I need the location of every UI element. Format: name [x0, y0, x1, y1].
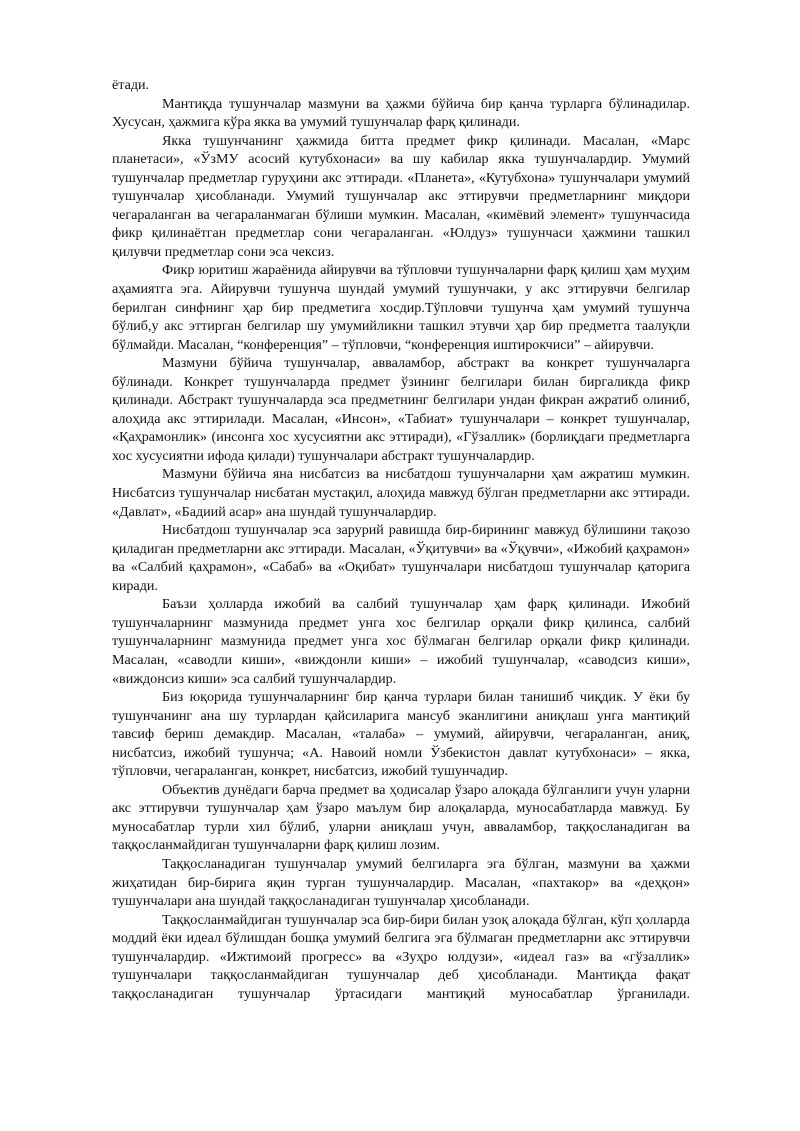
paragraph-concept-types: Мантиқда тушунчалар мазмуни ва ҳажми бўйича бир қанча турларга бўлинадилар. Хусусан, ҳажмига кўра якка ва умумий тушунчалар фарқ қилинади.	[112, 95, 690, 131]
paragraph-logical-description: Биз юқорида тушунчаларнинг бир қанча турлари билан танишиб чиқдик. У ёки бу тушунчанинг ана шу турлардан қайсиларига мансуб эканлигини аниқлаш унга мантиқий тавсиф бериш демакдир. Масалан, «талаба» – умумий, айирувчи, чегараланган, аниқ, нисбатсиз, ижобий тушунча; «А. Навоий номли Ўзбекистон давлат кутубхонаси» – якка, тўпловчи, чегараланган, конкрет, нисбатсиз, ижобий тушунчадир.	[112, 689, 690, 780]
paragraph-relations: Объектив дунёдаги барча предмет ва ҳодисалар ўзаро алоқада бўлганлиги учун уларни акс эттирувчи тушунчалар ҳам ўзаро маълум бир алоқаларда, муносабатларда мавжуд. Бу муносабатлар турли хил бўлиб, уларни аниқлаш учун, авваламбор, таққосланадиган ва таққосланмайдиган тушунчаларни фарқ қилиш лозим.	[112, 781, 690, 854]
paragraph-positive-negative: Баъзи ҳолларда ижобий ва салбий тушунчалар ҳам фарқ қилинади. Ижобий тушунчаларнинг мазмунида предмет унга хос белгилар орқали фикр қилинса, салбий тушунчаларнинг мазмунида предмет унга хос бўлмаган белгилар орқали фикр қилинади. Масалан, «саводли киши», «виждонли киши» – ижобий тушунчалар, «саводсиз киши», «виждонсиз киши» эса салбий тушунчалардир.	[112, 596, 690, 687]
paragraph-singular-general: Якка тушунчанинг ҳажмида битта предмет фикр қилинади. Масалан, «Марс планетаси», «ЎзМУ асосий кутубхонаси» ва шу кабилар якка тушунчалардир. Умумий тушунчалар предметлар гуруҳини акс эттиради. «Планета», «Кутубхона» тушунчалари умумий тушунчалар ҳисобланади. Умумий тушунчалар акс эттирувчи предметларнинг миқдори чегараланган ва чегараланмаган бўлиши мумкин. Масалан, «кимёвий элемент» тушунчасида фикр қилинаётган предметлар сони чегараланган. «Юлдуз» тушунчаси ҳажмини ташкил қилувчи предметлар сони эса чексиз.	[112, 132, 690, 260]
paragraph-irrelative: Мазмуни бўйича яна нисбатсиз ва нисбатдош тушунчаларни ҳам ажратиш мумкин. Нисбатсиз тушунчалар нисбатан мустақил, алоҳида мавжуд бўлган предметларни акс эттиради. «Давлат», «Бадиий асар» ана шундай тушунчалардир.	[112, 466, 690, 520]
paragraph-separating-collective: Фикр юритиш жараёнида айирувчи ва тўпловчи тушунчаларни фарқ қилиш ҳам муҳим аҳамиятга эга. Айирувчи тушунча шундай умумий тушунчаки, у акс эттирувчи белгилар берилган синфнинг ҳар бир предметига хосдир.Тўпловчи тушунча ҳам умумий тушунча бўлиб,у акс эттирган белгилар шу умумийликни ташкил этувчи ҳар бир предметга таалуқли бўлмайди. Масалан, “конференция” – тўпловчи, “конференция иштирокчиси” – айирувчи.	[112, 262, 690, 353]
paragraph-relative: Нисбатдош тушунчалар эса зарурий равишда бир-бирининг мавжуд бўлишини тақозо қиладиган предметларни акс эттиради. Масалан, «Ўқитувчи» ва «Ўқувчи», «Ижобий қаҳрамон» ва «Салбий қаҳрамон», «Сабаб» ва «Оқибат» тушунчалари нисбатдош тушунчалар қаторига киради.	[112, 522, 690, 594]
paragraph-abstract-concrete: Мазмуни бўйича тушунчалар, авваламбор, абстракт ва конкрет тушунчаларга бўлинади. Конкрет тушунчаларда предмет ўзининг белгилари билан биргаликда фикр қилинади. Абстракт тушунчаларда эса предметнинг белгилари ундан фикран ажратиб олиниб, алоҳида акс эттирилади. Масалан, «Инсон», «Табиат» тушунчалари – конкрет тушунчалар, «Қаҳрамонлик» (инсонга хос хусусиятни акс эттиради), «Гўзаллик» (борлиқдаги предметларга хос хусусиятни ифода қилади) тушунчалари абстракт тушунчалардир.	[112, 355, 690, 464]
paragraph-continuation: ётади.	[112, 77, 150, 93]
paragraph-incomparable: Таққосланмайдиган тушунчалар эса бир-бири билан узоқ алоқада бўлган, кўп ҳолларда моддий ёки идеал бўлишдан бошқа умумий белгига эга бўлмаган предметларни акс эттирувчи тушунчалардир. «Ижтимоий прогресс» ва «Зуҳро юлдузи», «идеал газ» ва «гўзаллик» тушунчалари таққосланмайдиган тушунчалар деб ҳисобланади. Мантиқда фақат таққосланадиган тушунчалар ўртасидаги мантиқий муносабатлар ўрганилади.	[112, 911, 690, 1002]
paragraph-comparable: Таққосланадиган тушунчалар умумий белгиларга эга бўлган, мазмуни ва ҳажми жиҳатидан бир-бирига яқин турган тушунчалардир. Масалан, «пахтакор» ва «деҳқон» тушунчалари ана шундай таққосланадиган тушунчалар ҳисобланади.	[112, 855, 690, 910]
